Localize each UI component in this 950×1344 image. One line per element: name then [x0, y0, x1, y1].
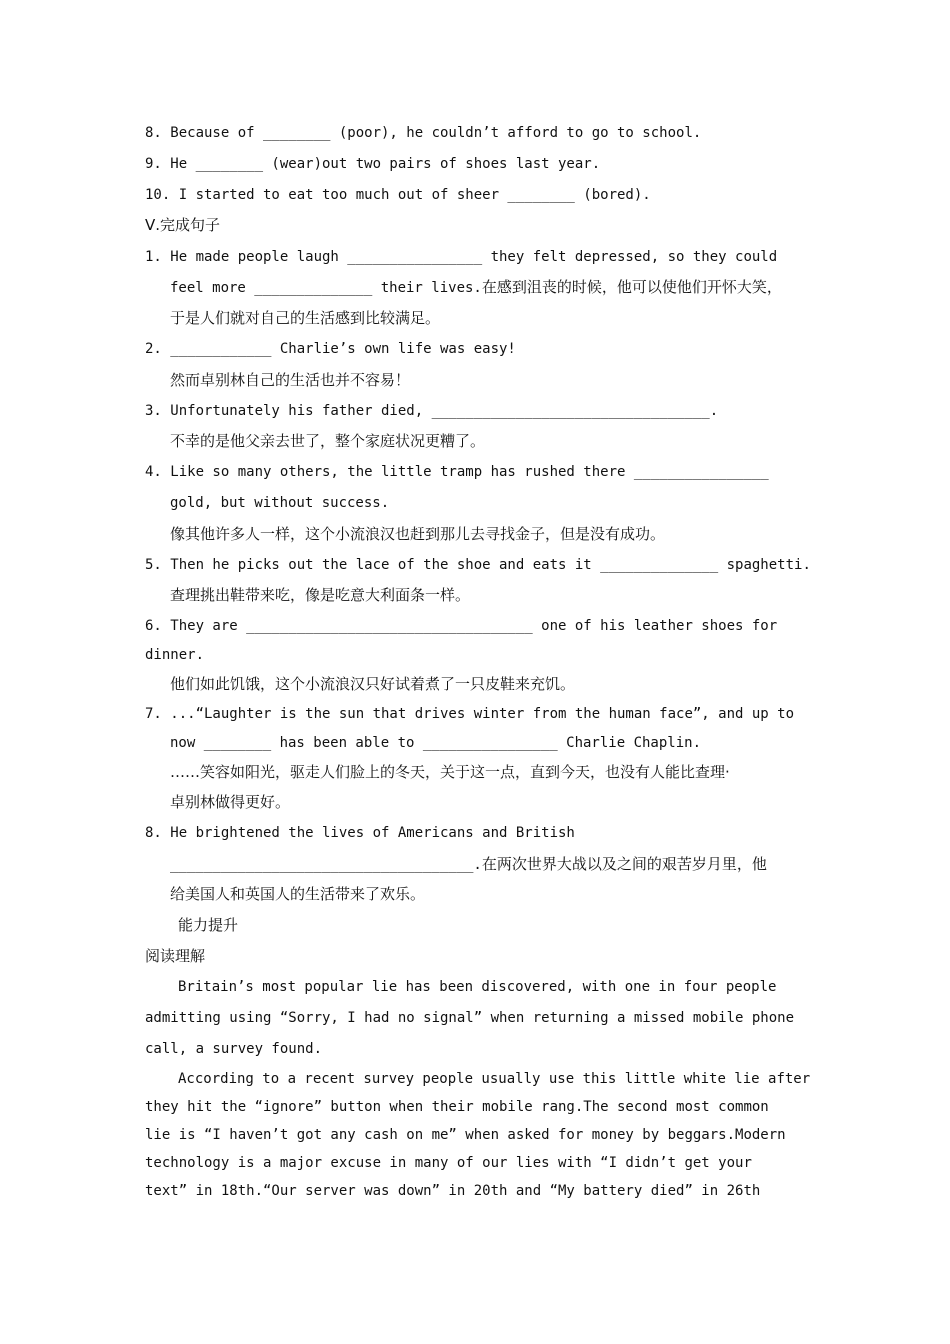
- reading-p2-line4: technology is a major excuse in many of our lies with “I didn’t get your: [145, 1155, 752, 1171]
- sentence-7-translation-2: 卓别林做得更好。: [170, 793, 291, 811]
- sentence-7-line2: now ________ has been able to ________________ Charlie Chaplin.: [170, 735, 702, 751]
- sentence-6-line1: 6. They are __________________________________ one of his leather shoes for: [145, 618, 778, 634]
- sentence-7-translation-1: ……笑容如阳光，驱走人们脸上的冬天，关于这一点，直到今天，也没有人能比查理·: [170, 763, 730, 781]
- reading-p2-line3: lie is “I haven’t got any cash on me” when asked for money by beggars.Modern: [145, 1127, 786, 1143]
- section-v-heading: Ⅴ.完成句子: [145, 216, 221, 234]
- reading-p1-line2: admitting using “Sorry, I had no signal” when returning a missed mobile phone: [145, 1010, 795, 1026]
- sentence-5-line1: 5. Then he picks out the lace of the shoe and eats it ______________ spaghetti.: [145, 557, 811, 573]
- reading-p2-line5: text” in 18th.“Our server was down” in 20th and “My battery died” in 26th: [145, 1183, 761, 1199]
- sentence-4-line1: 4. Like so many others, the little tramp has rushed there ________________: [145, 464, 769, 480]
- sentence-8-line1: 8. He brightened the lives of Americans and British: [145, 825, 575, 841]
- ability-heading: 能力提升: [178, 916, 239, 934]
- fill-blank-item-8: 8. Because of ________ (poor), he couldn’t afford to go to school.: [145, 125, 702, 141]
- sentence-2-line1: 2. ____________ Charlie’s own life was easy!: [145, 341, 516, 357]
- sentence-5-translation: 查理挑出鞋带来吃，像是吃意大利面条一样。: [170, 586, 471, 604]
- sentence-1-line2-en: feel more ______________ their lives.: [170, 280, 482, 296]
- sentence-1-line1: 1. He made people laugh ________________ they felt depressed, so they could: [145, 249, 778, 265]
- sentence-8-line2-cn: 在两次世界大战以及之间的艰苦岁月里，他: [481, 855, 767, 873]
- sentence-3-line1: 3. Unfortunately his father died, _________________________________.: [145, 403, 719, 419]
- sentence-1-line2-cn: 在感到沮丧的时候，他可以使他们开怀大笑，: [481, 278, 782, 296]
- sentence-3-translation: 不幸的是他父亲去世了，整个家庭状况更糟了。: [170, 432, 486, 450]
- sentence-7-line1: 7. ...“Laughter is the sun that drives winter from the human face”, and up to: [145, 706, 795, 722]
- reading-heading: 阅读理解: [145, 947, 206, 965]
- fill-blank-item-9: 9. He ________ (wear)out two pairs of shoes last year.: [145, 156, 601, 172]
- sentence-4-line2: gold, but without success.: [170, 495, 390, 511]
- fill-blank-item-10: 10. I started to eat too much out of sheer ________ (bored).: [145, 187, 651, 203]
- sentence-2-translation: 然而卓别林自己的生活也并不容易！: [170, 371, 411, 389]
- sentence-1-line2: [170, 278, 782, 296]
- sentence-6-translation: 他们如此饥饿，这个小流浪汉只好试着煮了一只皮鞋来充饥。: [170, 675, 576, 693]
- sentence-8-line2-en: ____________________________________.: [170, 857, 482, 873]
- sentence-8-translation: 给美国人和英国人的生活带来了欢乐。: [170, 885, 426, 903]
- sentence-4-translation: 像其他许多人一样，这个小流浪汉也赶到那儿去寻找金子，但是没有成功。: [170, 525, 666, 543]
- sentence-8-line2: [170, 855, 767, 873]
- reading-p2-line1: According to a recent survey people usually use this little white lie after: [178, 1071, 811, 1087]
- reading-p2-line2: they hit the “ignore” button when their mobile rang.The second most common: [145, 1099, 769, 1115]
- reading-p1-line1: Britain’s most popular lie has been discovered, with one in four people: [178, 979, 777, 995]
- sentence-1-translation: 于是人们就对自己的生活感到比较满足。: [170, 309, 441, 327]
- reading-p1-line3: call, a survey found.: [145, 1041, 323, 1057]
- sentence-6-line2: dinner.: [145, 647, 205, 663]
